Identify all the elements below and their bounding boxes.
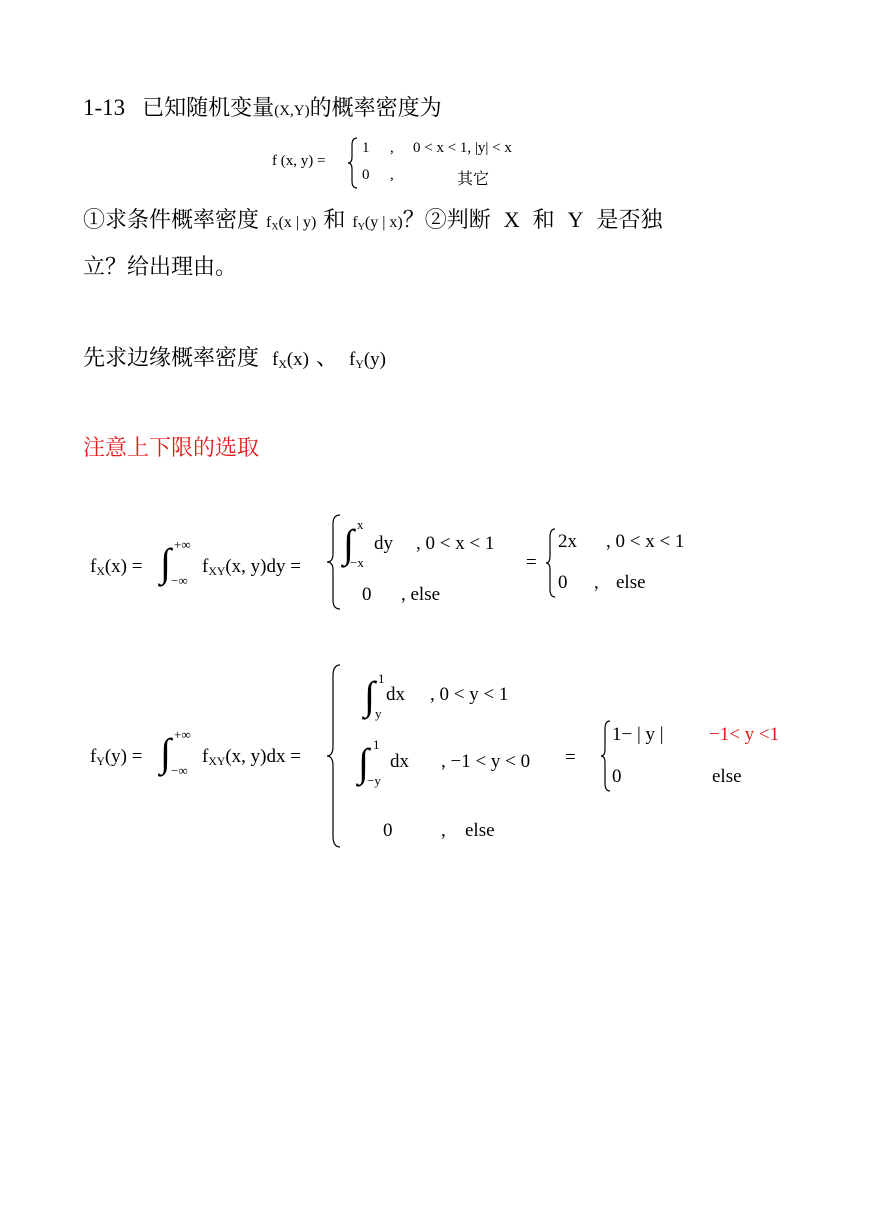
fx-result-case2-comma: , xyxy=(594,572,599,593)
fx-case1-upper: x xyxy=(357,517,364,532)
fy-case3-comma: , xyxy=(441,820,446,841)
problem-title-line xyxy=(83,96,442,120)
step1-fY-sub: Y xyxy=(355,357,364,371)
fy-equals: = xyxy=(565,747,576,768)
density-case1-condition: 0 < x < 1, |y| < x xyxy=(413,140,512,156)
problem-intro-tail: 的概率密度为 xyxy=(309,96,442,121)
fx-result-brace xyxy=(545,528,557,598)
fx-case2-condition: , else xyxy=(401,584,441,605)
fx-lhs-sub: X xyxy=(96,564,105,578)
question-fy-f: f xyxy=(352,214,358,231)
fx-case1-d: dy xyxy=(374,533,393,554)
fy-lhs xyxy=(90,746,142,769)
step1-fX-sub: X xyxy=(278,357,287,371)
fx-lhs-arg: (x) = xyxy=(104,556,143,577)
fy-result-brace xyxy=(600,720,612,792)
step1-line xyxy=(83,348,386,371)
fy-case2-lower: −y xyxy=(367,773,381,788)
question-fx-sub: X xyxy=(271,221,279,233)
fx-case2-value: 0 xyxy=(362,584,372,605)
fy-case1-upper: 1 xyxy=(378,671,385,686)
question-fy-sub: Y xyxy=(357,221,365,233)
fy-case2-integral: ∫ xyxy=(358,740,369,785)
fx-result-case1-value: 2x xyxy=(558,531,577,552)
fx-case1-lower: −x xyxy=(350,555,364,570)
fy-integral-sign: ∫ xyxy=(160,730,171,775)
density-case2-condition: 其它 xyxy=(457,169,490,188)
fx-integrand-f: f xyxy=(202,556,209,577)
fx-upper-limit: +∞ xyxy=(174,537,191,552)
fx-result-case2-condition: else xyxy=(616,572,646,593)
fx-cases-brace xyxy=(326,514,342,610)
fx-case1-integral: ∫ xyxy=(343,521,354,566)
fy-lhs-sub: Y xyxy=(96,754,105,768)
density-case2-value: 0 xyxy=(362,167,370,183)
fx-equals: = xyxy=(526,552,537,573)
fy-integrand xyxy=(202,746,301,769)
fx-lower-limit: −∞ xyxy=(171,573,188,588)
fy-lhs-f: f xyxy=(90,746,97,767)
fy-case2-upper: 1 xyxy=(373,737,380,752)
fy-integrand-f: f xyxy=(202,746,209,767)
density-case1-comma: , xyxy=(390,140,394,156)
fy-result-case2-value: 0 xyxy=(612,766,622,787)
fy-case3-value: 0 xyxy=(383,820,393,841)
fy-cases-brace xyxy=(326,664,342,848)
density-lhs: f (x, y) = xyxy=(272,153,326,169)
question-fx-f: f xyxy=(266,214,272,231)
fx-integral-sign: ∫ xyxy=(160,540,171,585)
fy-result-case2-condition: else xyxy=(712,766,742,787)
fx-integrand-arg: (x, y)dy = xyxy=(225,556,301,577)
question-line-2: 立？给出理由。 xyxy=(83,255,238,280)
question-and: 和 xyxy=(323,208,346,233)
fy-upper-limit: +∞ xyxy=(174,727,191,742)
step1-fY xyxy=(349,349,386,370)
fy-case1-lower: y xyxy=(375,706,382,721)
fy-result-case1-value: 1− | y | xyxy=(612,724,664,745)
question-fy-arg: (y | x) xyxy=(364,214,403,231)
question-X: X xyxy=(503,207,520,232)
step1-fY-arg: (y) xyxy=(363,349,386,370)
step1-fX-arg: (x) xyxy=(286,349,309,370)
problem-number: 1-13 xyxy=(83,95,126,120)
density-case1-value: 1 xyxy=(362,140,370,156)
fx-result-case2-value: 0 xyxy=(558,572,568,593)
fx-integrand xyxy=(202,556,301,579)
question-Y: Y xyxy=(567,207,584,232)
problem-intro: 已知随机变量 xyxy=(142,96,275,121)
fx-case1-condition: , 0 < x < 1 xyxy=(416,533,495,554)
step1-fX xyxy=(272,349,309,370)
step1-text: 先求边缘概率密度 xyxy=(83,346,260,371)
fy-case1-d: dx xyxy=(386,684,405,705)
fy-case2-d: dx xyxy=(390,751,409,772)
question-part-c: 是否独 xyxy=(596,208,663,233)
fy-case1-integral: ∫ xyxy=(364,673,375,718)
question-fx xyxy=(266,214,316,231)
fy-case2-condition: , −1 < y < 0 xyxy=(441,751,531,772)
step1-fY-f: f xyxy=(349,349,356,370)
fy-case3-condition: else xyxy=(465,820,495,841)
fy-case1-condition: , 0 < y < 1 xyxy=(430,684,509,705)
question-fy xyxy=(352,214,402,231)
fy-integrand-arg: (x, y)dx = xyxy=(225,746,301,767)
question-line-1 xyxy=(83,209,663,232)
fx-integrand-sub: XY xyxy=(208,564,226,578)
fy-lhs-arg: (y) = xyxy=(104,746,143,767)
step1-separator: 、 xyxy=(316,346,339,371)
step1-fX-f: f xyxy=(272,349,279,370)
fx-lhs-f: f xyxy=(90,556,97,577)
density-case2-comma: , xyxy=(390,167,394,183)
question-and-2: 和 xyxy=(532,208,555,233)
fy-integrand-sub: XY xyxy=(208,754,226,768)
problem-xy: (X,Y) xyxy=(274,103,310,119)
question-part-a: ①求条件概率密度 xyxy=(83,208,260,233)
fx-result-case1-condition: , 0 < x < 1 xyxy=(606,531,685,552)
density-brace xyxy=(347,137,359,189)
note-limits: 注意上下限的选取 xyxy=(83,436,260,461)
fx-lhs xyxy=(90,556,142,579)
question-fx-arg: (x | y) xyxy=(278,214,317,231)
fy-lower-limit: −∞ xyxy=(171,763,188,778)
fy-result-case1-condition: −1< y <1 xyxy=(709,724,780,745)
question-part-b: ？②判断 xyxy=(402,208,491,233)
